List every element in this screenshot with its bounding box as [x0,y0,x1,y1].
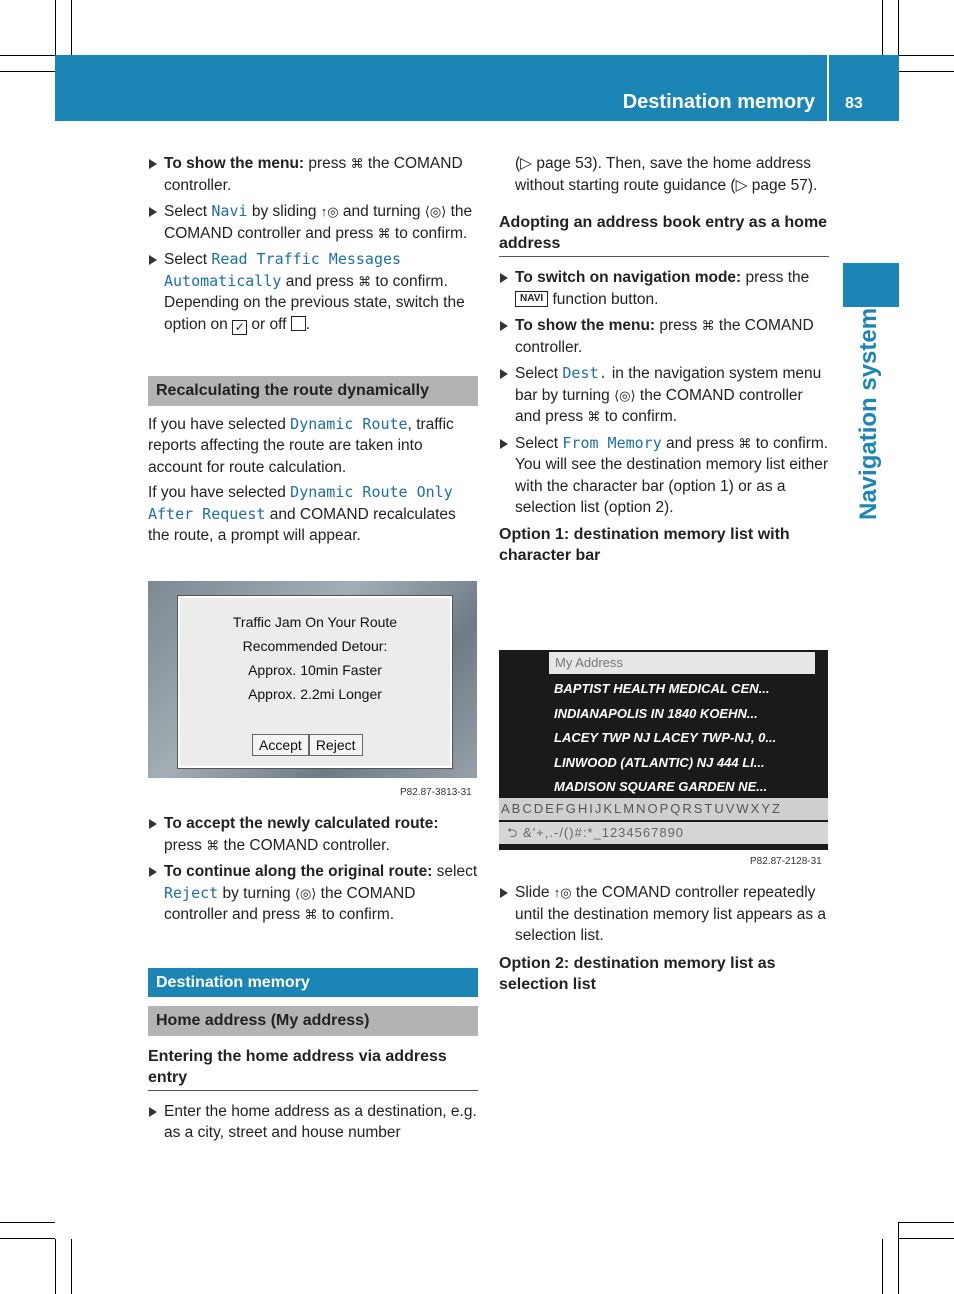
press-controller-icon: ⌘ [206,837,220,853]
reject-button[interactable]: Reject [309,734,363,756]
crop-mark [71,0,72,55]
press-controller-icon: ⌘ [701,318,715,333]
step-enter-home [148,1101,478,1144]
crop-mark [899,1222,954,1223]
step-text: Select [164,203,212,220]
step-bold: To accept the newly calculated route: [164,815,439,832]
navi-button[interactable]: NAVI [515,291,548,307]
step-text: and turning [338,203,425,220]
crop-mark [899,1238,954,1239]
subheading: Entering the home address via address entry [148,1046,478,1091]
step-text: press [304,155,351,172]
left-column [148,153,478,551]
step-text: select [432,863,478,880]
press-controller-icon: ⌘ [738,435,752,451]
dialog-line: Traffic Jam On Your Route [232,614,398,630]
step-select-navi [148,201,478,244]
step-show-menu [499,315,829,358]
symbol-bar[interactable]: ⮌ &'+,.-/()#:*_1234567890 [499,822,828,844]
para-text: If you have selected [148,415,291,433]
step-text: Depending on the previous state, switch the option on [164,294,465,333]
page-number: 83 [845,95,863,112]
step-text: Enter the home address as a destination, e.g. as a city, street and house number [164,1102,477,1141]
crop-mark [899,71,954,72]
step-text: in the navigation system menu bar by turning [515,365,822,404]
step-text: to confirm. [600,408,678,425]
step-select-dest [499,363,829,428]
option-heading: Option 2: destination memory list as selection list [499,954,776,993]
header-divider [827,55,829,121]
header-title: Destination memory [622,91,815,113]
crop-mark [898,1222,899,1294]
step-show-menu [148,153,478,196]
section-heading: Recalculating the route dynamically [148,376,478,406]
crop-mark [55,1239,56,1294]
list-item[interactable]: MADISON SQUARE GARDEN NE... [554,779,768,794]
step-text: to confirm. [371,272,448,290]
turn-controller-icon: ⟨◎⟩ [424,204,447,219]
step-text: by sliding [247,203,321,220]
step-from-memory [499,433,829,519]
subsection-heading: Home address (My address) [148,1006,478,1036]
list-item[interactable]: LACEY TWP NJ LACEY TWP-NJ, 0... [554,730,777,745]
right-column-lower [499,882,829,995]
step-text: press the [741,269,810,286]
para-text: and COMAND recalculates the route, a prompt will appear. [148,505,456,544]
right-column [499,153,829,566]
accept-button[interactable]: Accept [252,734,309,756]
chapter-label: Navigation system [855,307,882,520]
crop-mark [55,0,56,55]
figure-caption: P82.87-2128-31 [750,856,822,867]
page-header [55,55,899,121]
crop-mark [0,1222,55,1223]
character-bar[interactable]: ABCDEFGHIJKLMNOPQRSTUVWXYZ [499,798,828,820]
step-text: the COMAND controller repeatedly until the destination memory list appears as a selection list. [515,884,827,944]
step-navi-mode [499,267,829,310]
menu-item-navi: Navi [211,202,248,220]
menu-item-dest: Dest. [562,364,608,382]
step-read-traffic [148,249,478,335]
list-item[interactable]: LINWOOD (ATLANTIC) NJ 444 LI... [554,754,765,770]
step-text: . [305,315,311,333]
step-text: or off [247,315,291,333]
step-text: the COMAND controller. [515,317,814,356]
step-text: Select [515,365,563,382]
press-controller-icon: ⌘ [350,156,364,171]
press-controller-icon: ⌘ [377,225,391,241]
para-text: , traffic reports affecting the route are taken into account for route calculation. [148,415,454,476]
step-text: Select [515,434,563,452]
checkbox-empty-icon [291,316,306,331]
crop-mark [0,55,55,56]
menu-item-reject: Reject [164,883,219,902]
turn-controller-icon: ⟨◎⟩ [614,387,636,403]
step-bold: To show the menu: [515,317,656,334]
press-controller-icon: ⌘ [304,907,318,922]
menu-item-dynamic-route: Dynamic Route [290,414,408,433]
screenshot-destination-memory [499,650,828,850]
step-bold: To continue along the original route: [164,863,433,880]
list-item[interactable]: INDIANAPOLIS IN 1840 KOEHN... [554,705,758,721]
step-text: the COMAND controller and press [164,884,416,923]
menu-item-read-traffic: Read Traffic Messages Automatically [164,250,402,290]
step-text: the COMAND controller and press [515,386,803,425]
crop-mark [0,71,55,72]
left-column-lower [148,813,478,1149]
step-text: the COMAND controller. [164,155,463,194]
step-text: function button. [548,290,659,308]
step-text: and press [661,434,739,452]
dialog-line: Approx. 10min Faster [248,662,382,678]
step-accept-route [148,813,478,856]
step-text: to confirm. [317,906,395,923]
step-text: by turning [218,884,295,902]
paragraph [148,414,478,479]
crop-mark [882,0,883,55]
step-bold: To show the menu: [164,155,305,172]
screenshot-traffic-dialog [148,581,477,778]
crop-mark [0,1238,55,1239]
my-address-field[interactable]: My Address [549,652,815,674]
step-slide [499,882,829,947]
paragraph [148,482,478,547]
menu-item-dynamic-route-request: Dynamic Route Only After Request [148,483,453,523]
crop-mark [898,0,899,55]
step-text: press [655,317,702,334]
crop-mark [899,55,954,56]
step-text: You will see the destination memory list either with the character bar (option 1) or as a selection list (option 2). [515,456,829,516]
subheading: Adopting an address book entry as a home address [499,212,829,257]
step-text: the COMAND controller. [219,836,390,854]
dialog-line: Approx. 2.2mi Longer [248,686,382,702]
step-text: Slide [515,884,554,901]
press-controller-icon: ⌘ [358,273,372,289]
option-heading: Option 1: destination memory list with character bar [499,525,790,564]
list-item[interactable]: BAPTIST HEALTH MEDICAL CEN... [554,681,770,696]
crop-mark [71,1239,72,1294]
step-text: the COMAND controller and press [164,203,473,242]
step-text: to confirm. [390,224,468,242]
slide-controller-icon: ↑◎ [553,885,572,900]
para-text: If you have selected [148,484,291,501]
checkbox-checked-icon: ✓ [232,320,247,335]
step-text: and press [281,272,359,290]
step-continue-route [148,861,478,926]
step-text: press [164,836,207,854]
turn-controller-icon: ⟨◎⟩ [294,885,317,901]
traffic-dialog [178,596,452,768]
destination-list [554,677,824,800]
paragraph: (▷ page 53). Then, save the home address without starting route guidance (▷ page 57). [515,155,818,194]
section-heading-blue: Destination memory [148,968,478,998]
step-bold: To switch on navigation mode: [515,269,742,286]
dialog-line: Recommended Detour: [242,638,388,654]
figure-caption: P82.87-3813-31 [400,787,472,798]
crop-mark [882,1239,883,1294]
slide-controller-icon: ↑◎ [320,204,339,219]
step-text: Select [164,251,212,268]
step-text: to confirm. [751,434,829,452]
chapter-tab [843,263,899,307]
press-controller-icon: ⌘ [587,409,601,424]
menu-item-from-memory: From Memory [562,433,662,452]
